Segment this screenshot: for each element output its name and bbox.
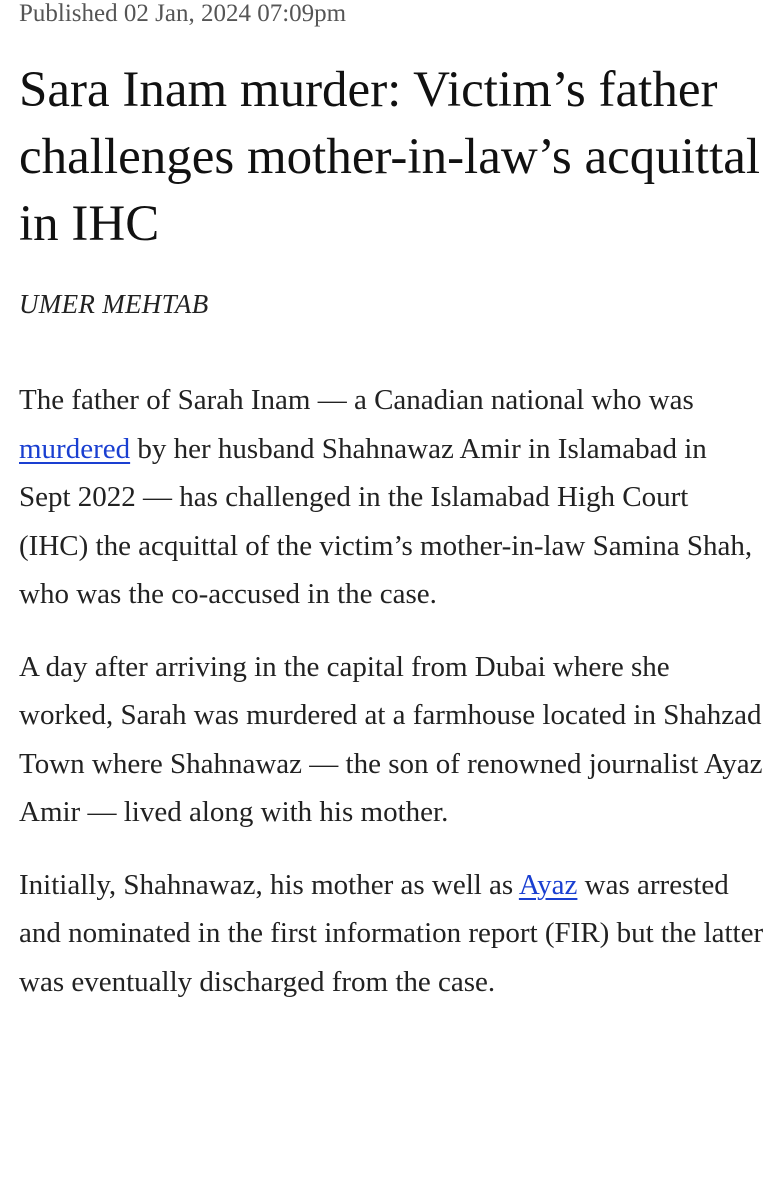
paragraph-text: The father of Sarah Inam — a Canadian national who was xyxy=(19,384,694,416)
article-paragraph-3 xyxy=(19,861,764,1007)
article-headline: Sara Inam murder: Victim’s father challenges mother-in-law’s acquittal in IHC xyxy=(19,62,761,252)
murdered-link[interactable]: murdered xyxy=(19,432,131,465)
paragraph-text: by her husband Shahnawaz Amir in Islamabad in Sept 2022 — has challenged in the Islamabad High Court (IHC) the acquittal of the victim’s mother-in-law Samina Shah, who was the co-accused in the case. xyxy=(19,432,753,610)
paragraph-text: Initially, Shahnawaz, his mother as well as xyxy=(19,868,519,901)
article-paragraph-2: A day after arriving in the capital from Dubai where she worked, Sarah was murdered at a farmhouse located in Shahzad Town where Shahnawaz — the son of renowned journalist Ayaz Amir — lived along with his mother. xyxy=(19,650,763,828)
paragraph-text: was arrested and nominated in the first information report (FIR) but the latter was eventually discharged from the case. xyxy=(19,868,764,998)
article xyxy=(19,0,764,1006)
published-date: Published 02 Jan, 2024 07:09pm xyxy=(19,0,347,27)
article-paragraph-1 xyxy=(19,376,764,619)
author-byline: UMER MEHTAB xyxy=(19,289,209,319)
ayaz-link[interactable]: Ayaz xyxy=(518,868,578,901)
